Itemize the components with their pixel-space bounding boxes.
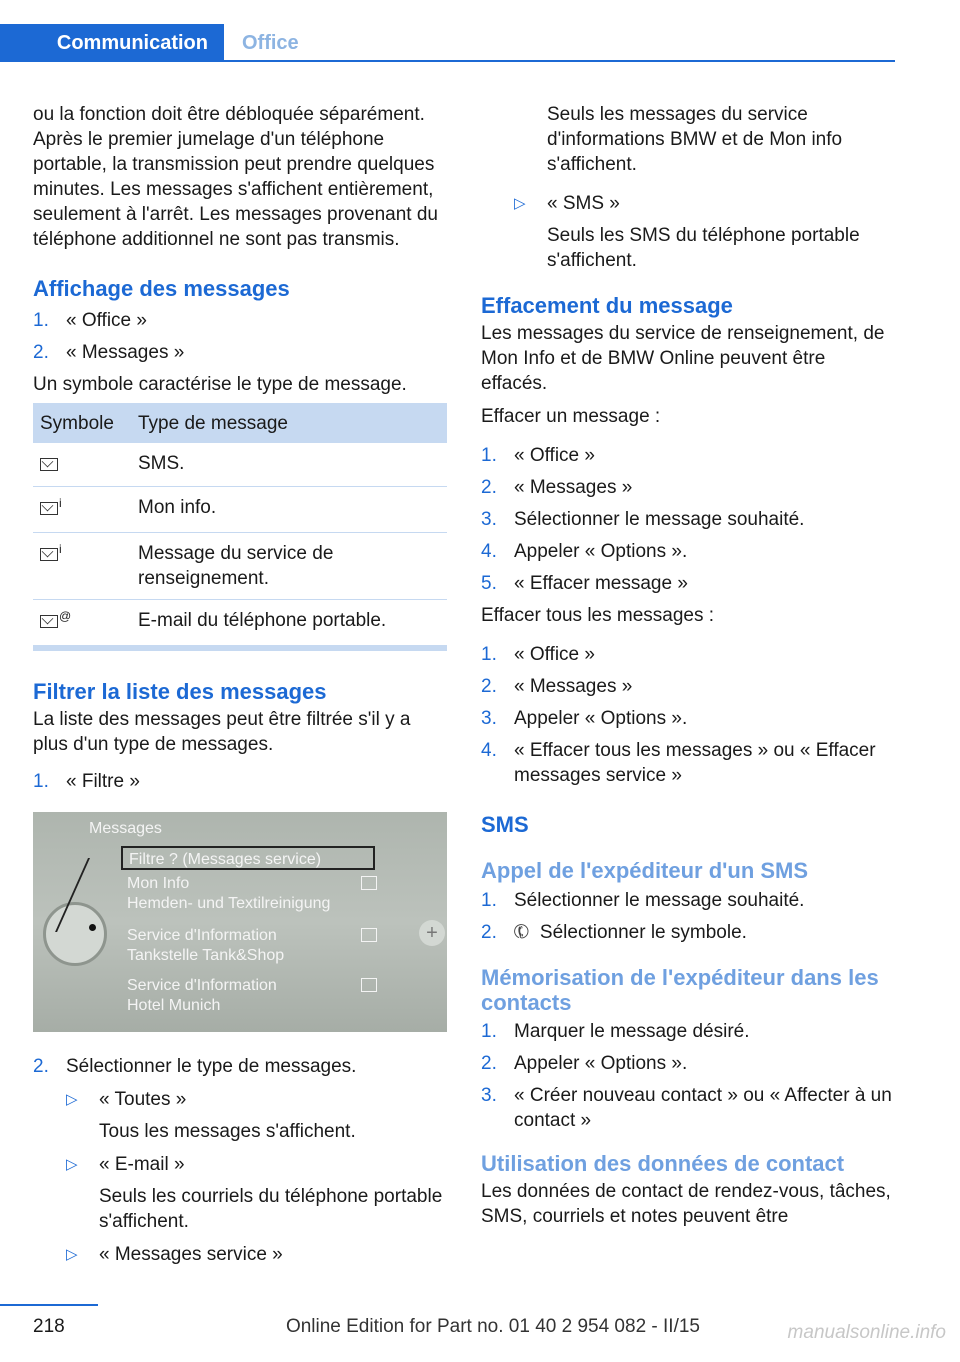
heading-memorisation: Mémorisation de l'expéditeur dans les contacts bbox=[481, 965, 879, 1015]
table-cell: E-mail du téléphone portable. bbox=[131, 600, 447, 646]
message-icon bbox=[361, 928, 377, 942]
list-item bbox=[33, 308, 447, 333]
pointer-line bbox=[55, 858, 124, 932]
sub-item bbox=[66, 1152, 447, 1234]
list-item bbox=[33, 340, 447, 365]
symbol-table bbox=[33, 403, 447, 646]
sub-item-title: « E-mail » bbox=[99, 1154, 185, 1175]
table-bottom-rule bbox=[33, 646, 447, 651]
edition-text: Online Edition for Part no. 01 40 2 954 082 - II/15 bbox=[285, 1316, 700, 1337]
triangle-bullet-icon: ▷ bbox=[66, 1156, 78, 1173]
footer-rule bbox=[0, 1304, 98, 1306]
screen-filter-field[interactable]: Filtre ? (Messages service) bbox=[121, 846, 375, 870]
step-number: 2. bbox=[33, 342, 49, 363]
list-item bbox=[33, 769, 447, 794]
screen-list-item[interactable]: Service d'Information Tankstelle Tank&Shop bbox=[127, 927, 285, 964]
plus-icon: + bbox=[419, 920, 445, 946]
sub-item-title: « Messages service » bbox=[99, 1244, 283, 1265]
heading-utilisation: Utilisation des données de contact bbox=[481, 1151, 845, 1176]
heading-appel: Appel de l'expéditeur d'un SMS bbox=[481, 858, 809, 883]
info-tag: i bbox=[59, 496, 62, 510]
step-number: 2. bbox=[33, 1056, 49, 1077]
pointer-dot bbox=[89, 924, 96, 931]
tab-office[interactable]: Office bbox=[242, 32, 299, 54]
sub-item-title: « Toutes » bbox=[99, 1089, 187, 1110]
envelope-info-icon bbox=[40, 502, 58, 515]
sub-list bbox=[66, 1087, 447, 1267]
left-column bbox=[33, 102, 447, 1282]
step-text: « Office » bbox=[66, 310, 147, 331]
screen-list-item[interactable]: Mon Info Hemden- und Textilreinigung bbox=[127, 875, 331, 912]
sub-item-detail: Seuls les courriels du téléphone portable s'affichent. bbox=[99, 1186, 443, 1232]
envelope-icon bbox=[40, 458, 58, 471]
triangle-bullet-icon: ▷ bbox=[514, 195, 526, 212]
intro-paragraph: ou la fonction doit être débloquée séparément. Après le premier jumelage d'un téléphone portable, la transmission peut prendre quelques minutes. Les messages s'affichent entièrement, seulement à l'arrêt. Les messages provenant du téléphone additionnel ne sont pas transmis. bbox=[33, 104, 438, 250]
table-header-type: Type de message bbox=[131, 403, 447, 443]
heading-sms: SMS bbox=[481, 812, 529, 837]
triangle-bullet-icon: ▷ bbox=[66, 1091, 78, 1108]
sub-item bbox=[66, 1242, 447, 1267]
sub-item bbox=[66, 1087, 447, 1144]
heading-effacement: Effacement du message bbox=[481, 293, 733, 318]
steps-affichage bbox=[33, 308, 447, 365]
sub-item-detail: Seuls les SMS du téléphone portable s'affichent. bbox=[547, 225, 860, 271]
continued-detail: Seuls les messages du service d'informations BMW et de Mon info s'affichent. bbox=[547, 104, 843, 175]
table-row bbox=[33, 600, 447, 646]
sub-item-title: « SMS » bbox=[547, 193, 620, 214]
info-tag: i bbox=[59, 542, 62, 556]
step-text: « Filtre » bbox=[66, 771, 140, 792]
list-item bbox=[33, 1054, 447, 1275]
table-row bbox=[33, 487, 447, 533]
sub-item-detail: Tous les messages s'affichent. bbox=[99, 1121, 356, 1142]
table-cell: Mon info. bbox=[131, 487, 447, 533]
envelope-info-icon bbox=[40, 548, 58, 561]
steps-appel: 1. Sélectionner le message souhaité. 2. ✆ Sélectionner le symbole. bbox=[481, 890, 805, 946]
at-tag: @ bbox=[59, 609, 72, 623]
phone-icon: ✆ bbox=[509, 919, 535, 946]
sub-item bbox=[481, 191, 895, 273]
utilisation-paragraph: Les données de contact de rendez-vous, tâches, SMS, courriels et notes peuvent être bbox=[481, 1181, 891, 1227]
table-cell: SMS. bbox=[131, 443, 447, 487]
message-icon bbox=[361, 876, 377, 890]
right-column bbox=[481, 102, 895, 1237]
triangle-bullet-icon: ▷ bbox=[66, 1246, 78, 1263]
header-rule bbox=[0, 60, 895, 62]
effacer-un-label: Effacer un message : bbox=[481, 406, 661, 427]
message-icon bbox=[361, 978, 377, 992]
table-row bbox=[33, 533, 447, 600]
step-number: 1. bbox=[33, 310, 49, 331]
step-text: Sélectionner le type de messages. bbox=[66, 1056, 357, 1077]
envelope-email-icon bbox=[40, 615, 58, 628]
symbol-intro: Un symbole caractérise le type de message. bbox=[33, 374, 407, 395]
header bbox=[0, 24, 895, 62]
tab-communication[interactable]: Communication bbox=[0, 24, 224, 62]
screen-list-item[interactable]: Service d'Information Hotel Munich bbox=[127, 977, 277, 1014]
heading-affichage: Affichage des messages bbox=[33, 276, 290, 301]
watermark: manualsonline.info bbox=[787, 1322, 946, 1343]
idrive-screenshot bbox=[33, 812, 447, 1032]
page-number: 218 bbox=[33, 1316, 65, 1337]
screen-title: Messages bbox=[89, 820, 162, 837]
heading-filtrer: Filtrer la liste des messages bbox=[33, 679, 327, 704]
table-header-symbole: Symbole bbox=[33, 403, 131, 443]
steps-effacer-tous: 1. « Office » 2. « Messages » 3. Appeler « Options ». 4. « Effacer tous les messages » ou « Effacer messages service » bbox=[481, 644, 876, 786]
step-number: 1. bbox=[33, 771, 49, 792]
effacer-tous-label: Effacer tous les messages : bbox=[481, 605, 715, 626]
effacement-paragraph: Les messages du service de renseignement, de Mon Info et de BMW Online peuvent être effacés. bbox=[481, 323, 885, 394]
steps-memorisation: 1. Marquer le message désiré. 2. Appeler « Options ». 3. « Créer nouveau contact » ou « Affecter à un contact » bbox=[481, 1021, 892, 1131]
steps-effacer-un: 1. « Office » 2. « Messages » 3. Sélectionner le message souhaité. 4. Appeler « Options ». 5. « Effacer message » bbox=[481, 445, 805, 594]
table-row bbox=[33, 443, 447, 487]
table-cell: Message du service de renseignement. bbox=[131, 533, 447, 600]
filtrer-paragraph: La liste des messages peut être filtrée s'il y a plus d'un type de messages. bbox=[33, 709, 411, 755]
step-text: « Messages » bbox=[66, 342, 185, 363]
